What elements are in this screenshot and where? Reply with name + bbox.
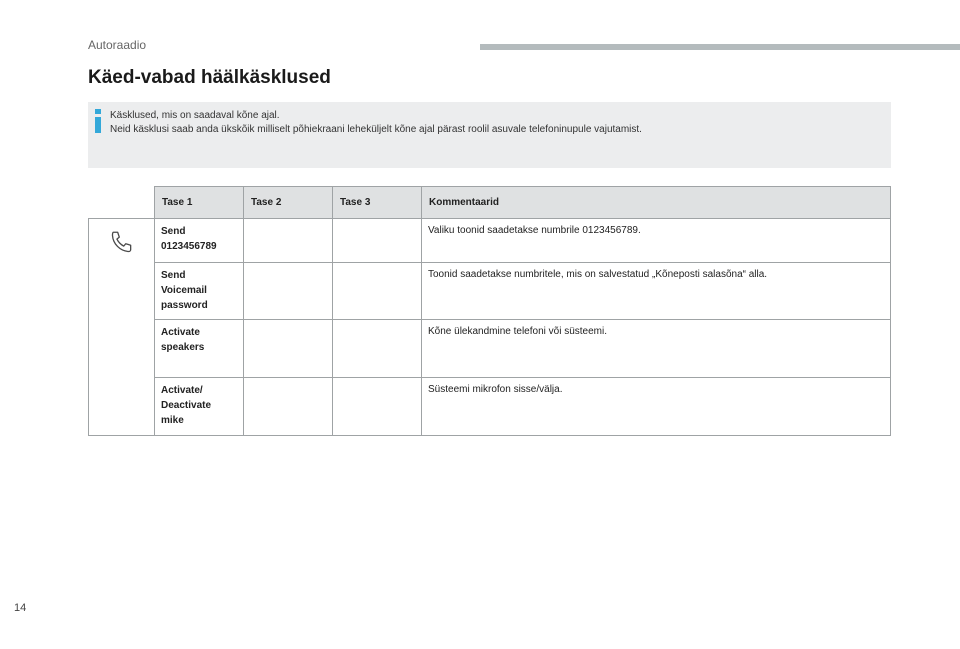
level1-cell: Activate/ Deactivate mike <box>155 378 244 436</box>
info-box <box>88 102 891 168</box>
level3-cell <box>333 320 422 378</box>
header-bar <box>480 44 960 50</box>
page-title: Käed-vabad häälkäsklused <box>88 67 331 88</box>
level3-cell <box>333 378 422 436</box>
comment-cell: Kõne ülekandmine telefoni või süsteemi. <box>422 320 891 378</box>
level3-cell <box>333 263 422 320</box>
table-header-comments: Kommentaarid <box>422 187 891 219</box>
info-icon <box>95 109 101 133</box>
level3-cell <box>333 219 422 263</box>
level2-cell <box>244 263 333 320</box>
comment-cell: Süsteemi mikrofon sisse/välja. <box>422 378 891 436</box>
comment-cell: Valiku toonid saadetakse numbrile 0123456789. <box>422 219 891 263</box>
level1-cell: Send 0123456789 <box>155 219 244 263</box>
section-label: Autoraadio <box>88 38 147 52</box>
table-row <box>89 378 891 436</box>
info-text <box>110 109 642 137</box>
table-header-level2: Tase 2 <box>244 187 333 219</box>
comment-cell: Toonid saadetakse numbritele, mis on salvestatud „Kõneposti salasõna“ alla. <box>422 263 891 320</box>
table-row <box>89 219 891 263</box>
table-header-level3: Tase 3 <box>333 187 422 219</box>
level2-cell <box>244 219 333 263</box>
level2-cell <box>244 320 333 378</box>
phone-icon-cell <box>89 219 155 436</box>
level2-cell <box>244 378 333 436</box>
level1-cell: Activate speakers <box>155 320 244 378</box>
table-header-blank <box>89 187 155 219</box>
commands-table <box>88 186 891 436</box>
level1-cell: Send Voicemail password <box>155 263 244 320</box>
table-header-row <box>89 187 891 219</box>
page-number: 14 <box>14 602 27 614</box>
table-row <box>89 263 891 320</box>
info-line: Neid käsklusi saab anda ükskõik milliselt põhiekraani leheküljelt kõne ajal pärast roolil asuvale telefoninupule vajutamist. <box>110 124 642 135</box>
info-line: Käsklused, mis on saadaval kõne ajal. <box>110 110 280 121</box>
table-row <box>89 320 891 378</box>
table-header-level1: Tase 1 <box>155 187 244 219</box>
phone-handset-icon <box>89 219 154 258</box>
